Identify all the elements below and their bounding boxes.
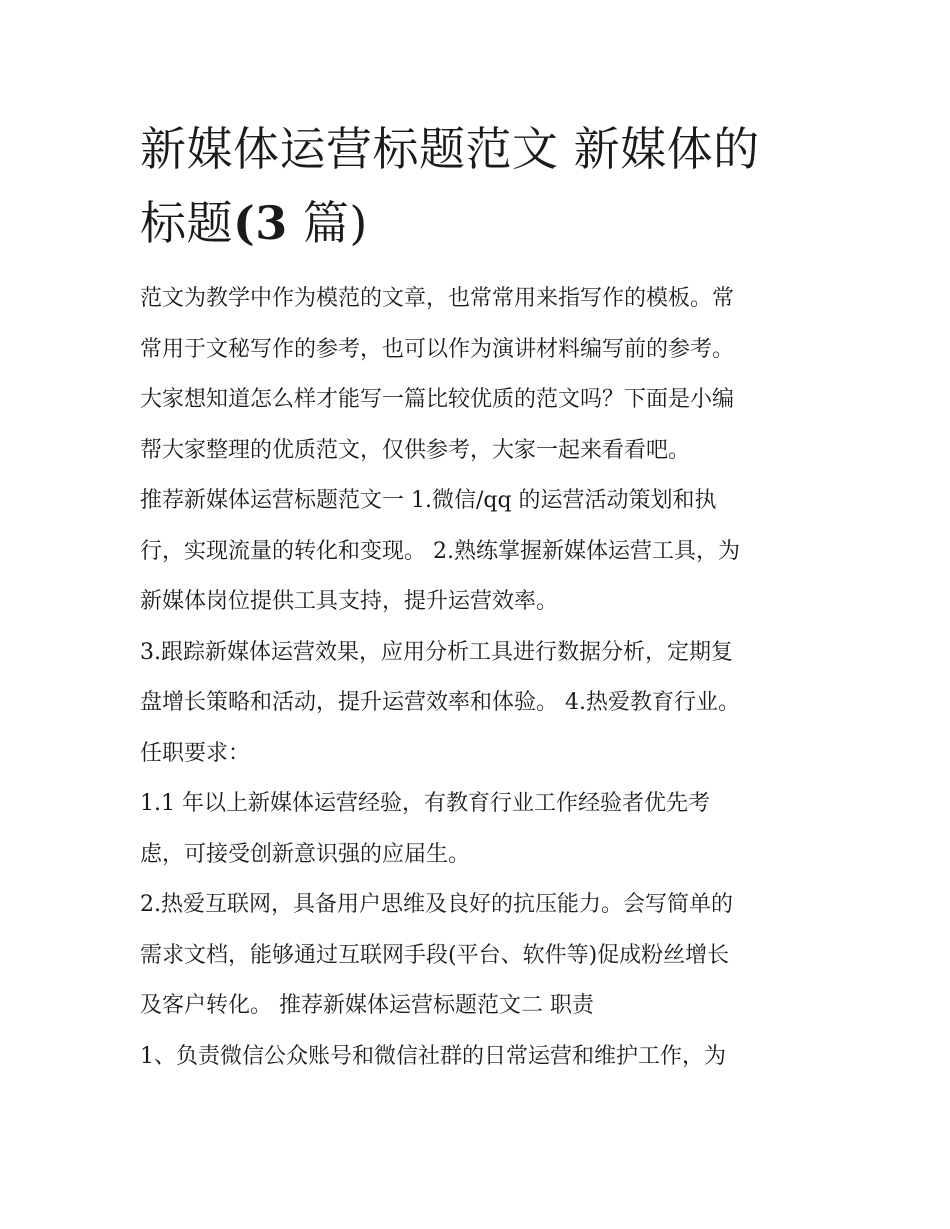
body-line: 盘增长策略和活动，提升运营效率和体验。 4.热爱教育行业。 bbox=[140, 690, 740, 715]
document-content bbox=[140, 112, 820, 1082]
body-line: 虑，可接受创新意识强的应届生。 bbox=[140, 841, 471, 867]
body-line: 需求文档，能够通过互联网手段(平台、软件等)促成粉丝增长 bbox=[140, 942, 730, 968]
body-line: 及客户转化。 推荐新媒体运营标题范文二 职责 bbox=[140, 993, 594, 1018]
body-line: 新媒体岗位提供工具支持，提升运营效率。 bbox=[140, 589, 559, 614]
body-line: 行，实现流量的转化和变现。 2.熟练掌握新媒体运营工具，为 bbox=[140, 538, 740, 564]
title-line-2 bbox=[140, 186, 820, 260]
title-line-1: 新媒体运营标题范文 新媒体的 bbox=[140, 122, 760, 176]
document-body bbox=[140, 274, 820, 1082]
body-line: 大家想知道怎么样才能写一篇比较优质的范文吗？下面是小编 bbox=[140, 387, 735, 412]
body-line: 任职要求： bbox=[140, 740, 251, 766]
body-line: 帮大家整理的优质范文，仅供参考，大家一起来看看吧。 bbox=[140, 437, 691, 463]
body-line: 1.1 年以上新媒体运营经验，有教育行业工作经验者优先考 bbox=[140, 791, 710, 816]
body-line: 推荐新媒体运营标题范文一 1.微信/qq 的运营活动策划和执 bbox=[140, 488, 717, 513]
title-line-2-suffix: 篇) bbox=[287, 196, 368, 250]
document-title bbox=[140, 112, 820, 260]
body-line: 常用于文秘写作的参考，也可以作为演讲材料编写前的参考。 bbox=[140, 336, 735, 362]
title-line-2-prefix: 标题 bbox=[140, 196, 233, 250]
body-line: 范文为教学中作为模范的文章，也常常用来指写作的模板。常 bbox=[140, 286, 735, 311]
body-line: 1、负责微信公众账号和微信社群的日常运营和维护工作，为 bbox=[140, 1043, 726, 1069]
body-line: 3.跟踪新媒体运营效果，应用分析工具进行数据分析，定期复 bbox=[140, 639, 733, 665]
title-line-2-bold: (3 bbox=[233, 196, 288, 250]
body-line: 2.热爱互联网，具备用户思维及良好的抗压能力。会写简单的 bbox=[140, 892, 733, 917]
